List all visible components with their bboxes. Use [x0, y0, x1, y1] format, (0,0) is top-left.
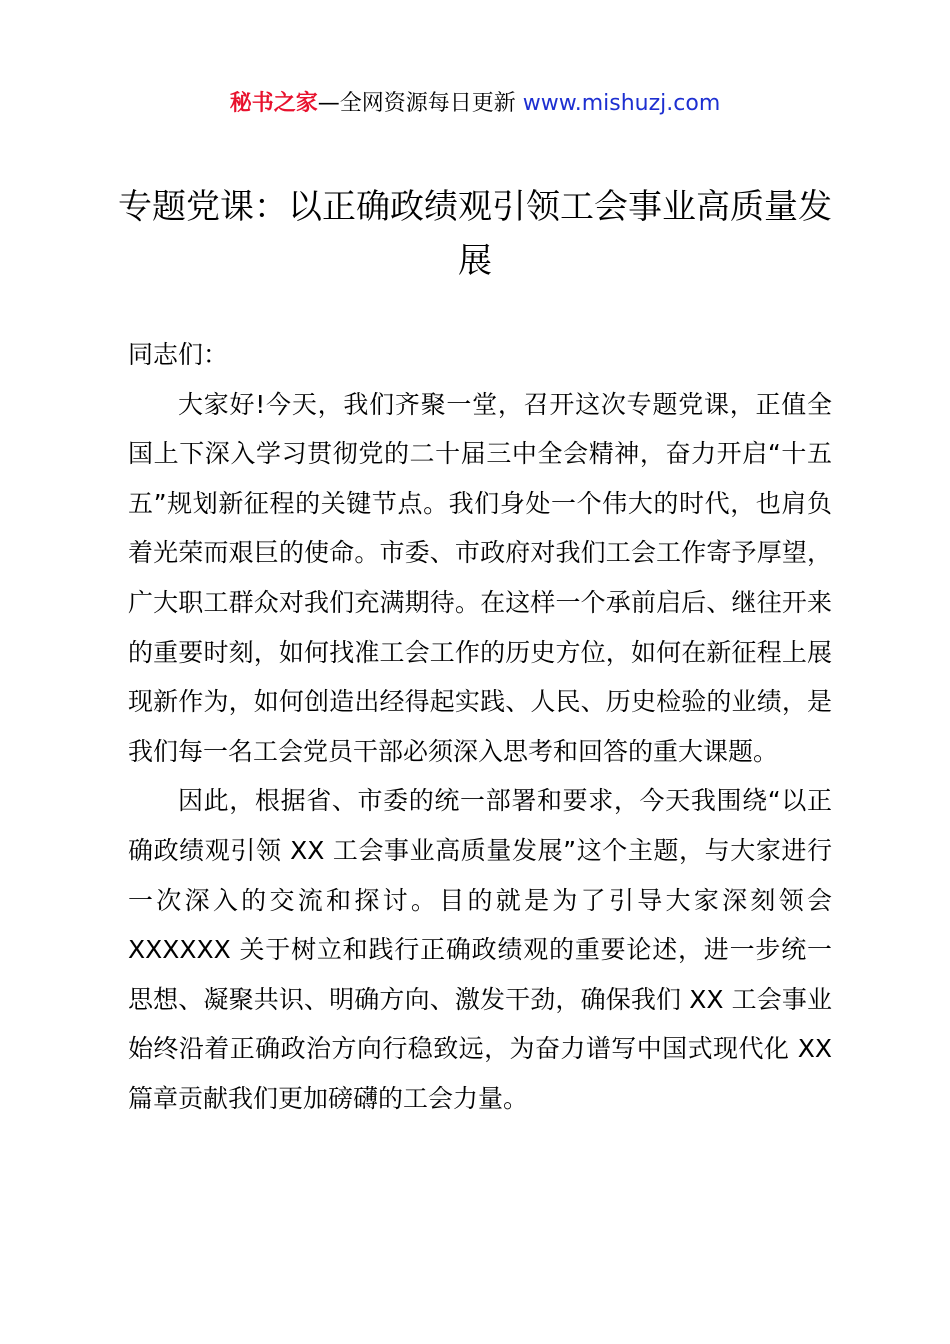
salutation: 同志们： — [128, 340, 229, 369]
body-paragraph: 因此，根据省、市委的统一部署和要求，今天我围绕“以正确政绩观引领 XX 工会事业高质量发展”这个主题，与大家进行一次深入的交流和探讨。目的就是为了引导大家深刻领会 XXXXXX 关于树立和践行正确政绩观的重要论述，进一步统一思想、凝聚共识、明确方向、激发干劲，确保我们 XX 工会事业始终沿着正确政治方向行稳致远，为奋力谱写中国式现代化 XX 篇章贡献我们更加磅礴的工会力量。 — [128, 786, 832, 1113]
site-header — [0, 86, 950, 122]
document-body — [128, 330, 832, 1124]
body-paragraph: 大家好!今天，我们齐聚一堂，召开这次专题党课，正值全国上下深入学习贯彻党的二十届三中全会精神，奋力开启“十五五”规划新征程的关键节点。我们身处一个伟大的时代，也肩负着光荣而艰巨的使命。市委、市政府对我们工会工作寄予厚望，广大职工群众对我们充满期待。在这样一个承前启后、继往开来的重要时刻，如何找准工会工作的历史方位，如何在新征程上展现新作为，如何创造出经得起实践、人民、历史检验的业绩，是我们每一名工会党员干部必须深入思考和回答的重大课题。 — [128, 389, 832, 766]
brand-name: 秘书之家 — [229, 91, 318, 116]
site-url-link[interactable]: www.mishuzj.com — [522, 91, 721, 116]
document-title: 专题党课：以正确政绩观引领工会事业高质量发展 — [118, 187, 832, 281]
header-tagline: —全网资源每日更新 — [317, 91, 523, 116]
